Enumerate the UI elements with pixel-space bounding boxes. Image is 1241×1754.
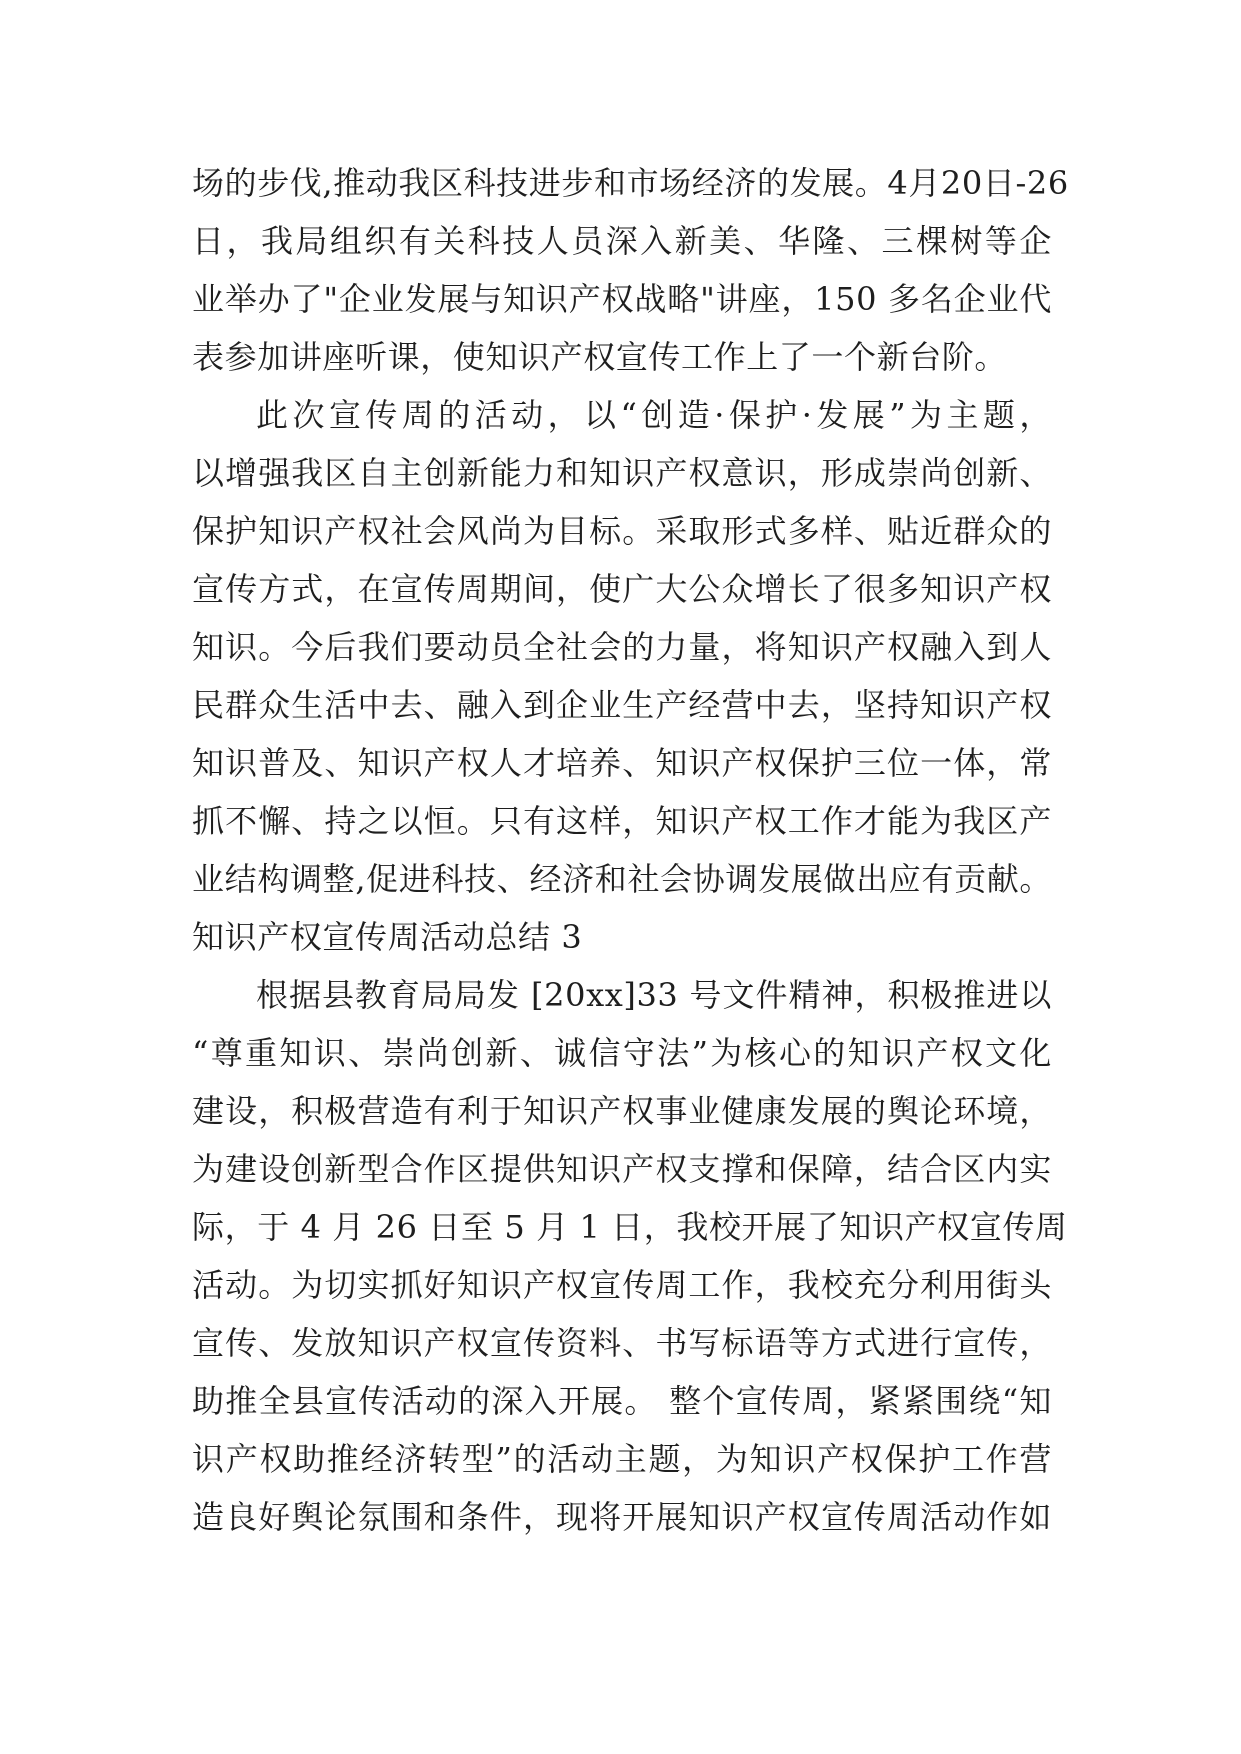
body-text-line: 表参加讲座听课，使知识产权宣传工作上了一个新台阶。 xyxy=(192,338,1008,376)
body-text-line: 日，我局组织有关科技人员深入新美、华隆、三棵树等企 xyxy=(192,222,1052,260)
body-text-line: 知识普及、知识产权人才培养、知识产权保护三位一体，常 xyxy=(192,744,1052,782)
body-text-line: 宣传、发放知识产权宣传资料、书写标语等方式进行宣传， xyxy=(192,1324,1052,1362)
body-text-line: 宣传方式，在宣传周期间，使广大公众增长了很多知识产权 xyxy=(192,570,1052,608)
body-text-line: 建设，积极营造有利于知识产权事业健康发展的舆论环境， xyxy=(192,1092,1052,1130)
body-text-line: 保护知识产权社会风尚为目标。采取形式多样、贴近群众的 xyxy=(192,512,1052,550)
body-text-line: 造良好舆论氛围和条件，现将开展知识产权宣传周活动作如 xyxy=(192,1498,1052,1536)
body-text-line: 业结构调整,促进科技、经济和社会协调发展做出应有贡献。 xyxy=(192,860,1052,898)
body-text-line: “尊重知识、崇尚创新、诚信守法”为核心的知识产权文化 xyxy=(192,1034,1052,1072)
section-heading: 知识产权宣传周活动总结 3 xyxy=(192,918,583,956)
body-text-line: 为建设创新型合作区提供知识产权支撑和保障，结合区内实 xyxy=(192,1150,1052,1188)
body-text-line: 业举办了"企业发展与知识产权战略"讲座，150 多名企业代 xyxy=(192,280,1052,318)
body-text-line: 民群众生活中去、融入到企业生产经营中去，坚持知识产权 xyxy=(192,686,1052,724)
body-text-line: 此次宣传周的活动，以“创造·保护·发展”为主题， xyxy=(256,396,1052,434)
body-text-line: 助推全县宣传活动的深入开展。 整个宣传周，紧紧围绕“知 xyxy=(192,1382,1052,1420)
body-text-line: 根据县教育局局发 [20xx]33 号文件精神，积极推进以 xyxy=(256,976,1052,1014)
body-text-line: 际，于 4 月 26 日至 5 月 1 日，我校开展了知识产权宣传周 xyxy=(192,1208,1068,1246)
body-text-line: 知识。今后我们要动员全社会的力量，将知识产权融入到人 xyxy=(192,628,1052,666)
body-text-line: 活动。为切实抓好知识产权宣传周工作，我校充分利用街头 xyxy=(192,1266,1052,1304)
body-text-line: 场的步伐,推动我区科技进步和市场经济的发展。4月20日-26 xyxy=(192,164,1069,202)
body-text-line: 以增强我区自主创新能力和知识产权意识，形成崇尚创新、 xyxy=(192,454,1052,492)
body-text-line: 抓不懈、持之以恒。只有这样，知识产权工作才能为我区产 xyxy=(192,802,1052,840)
body-text-line: 识产权助推经济转型”的活动主题，为知识产权保护工作营 xyxy=(192,1440,1052,1478)
